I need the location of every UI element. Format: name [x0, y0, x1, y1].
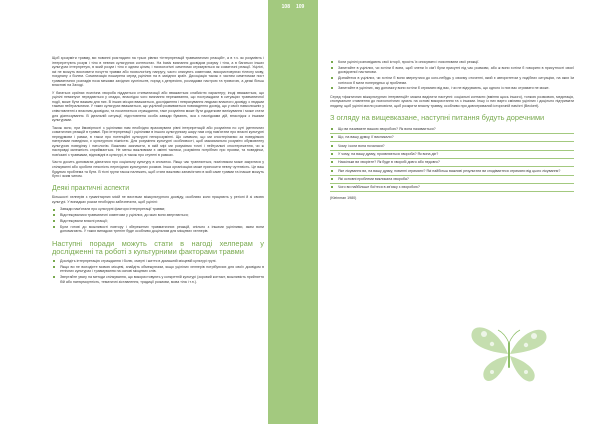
list-item: Завжди пам'ятали про культурні фактори інтерпретації травми; — [52, 207, 264, 212]
list-item: Дізнайтеся в уцілілих, чи хотіли б вони звернутися до кого-небудь у своєму оточенні, який є авторитетом у подібних ситуаціях, на яких їм хотілося б мати попередньо ці проблеми. — [330, 76, 574, 85]
list-item: Були готові до можливості повтору і збережених травматичних реакцій, спільно з іншими уцілілими, яким вони допомагають. У таких випадках тренінг буде особливо доцільним для місцевих хелперів. — [52, 225, 264, 234]
top-bullet-list — [330, 60, 574, 91]
body-paragraph: Серед «фактичних міжкультурних інтервенцій» можна виділити наступні: соціальні контакти (вміння щось іншого), тонкою розмовою, медитація, спонукальне ставлення до психологічних зусиль на основі використання та з іншими. Іншу із них варто сміливо уцілілих і доцільно підтримати людину, щоб уцілілі могли розповісти, щоб розкрити власну травму, особливо при довготривалий історичній пам'яті (Beckert). — [330, 94, 574, 108]
body-paragraph: Також ясно, при ймовірності з уцілілими нам необхідно враховувати рівні інтерпретацій або розуміння по суті ідентичних соматичних реакцій в травмі. При інтерпретації і уцілілими в іншого культурному шару нам слід пам'ятати про власні культурні передумови і рамки, в такси про потенційні культурні непорозумінні. Що символи, що ми спостерігаємо за поведінкою патернами поведінки, є культурною ніжністю. Для розуміння культурні особливості, щоб максимально розуміти обумовлену культурою поведінку і патологію. Важливо зазначити, в якій мірі ми розуміємо точні і нейтральні спостереження, чи ж насправді залежність сприймається. Не менш важливими є змінні тактики, розуміння потрібних про прояви, та поведінки, пов'язані з травмами, відповідні в культурі, в також про ступені в рамках. — [52, 125, 264, 157]
section-heading-advice: Наступні поради можуть стати в нагоді хелперам у дослідженні та роботі з культурними факторами травми — [52, 238, 264, 256]
right-chapter-band — [293, 0, 318, 424]
question-item: Що, на вашу думку, її викликало? — [330, 134, 574, 142]
left-chapter-band — [268, 0, 293, 424]
list-item: Запитайте в уцілілих, яку допомогу вони хотіли б отримати від вас, і чи не відчувають, що одного із них вас отримати не може. — [330, 86, 574, 91]
butterfly-illustration — [468, 318, 550, 388]
question-item: Що ви називаєте вашою хворобою? Як вона називається? — [330, 126, 574, 134]
list-item: Якщо ви не володієте мовою місцеві, знайдіть обмежуючим, якщо уцілілих хелперів потрібуючих для своїх досвідом в етнічних культурах і травмування на основі місцевих слів. — [52, 265, 264, 274]
page-number-right: 109 — [296, 4, 305, 10]
question-item: Чого ви найбільше боїтеся в зв'язку з хворобою? — [330, 184, 574, 192]
advice-list — [52, 259, 264, 284]
citation: (Kleinman 1980) — [330, 196, 357, 201]
section-heading-survey: З огляду на вищевказане, наступні питання будуть доречними — [330, 113, 545, 123]
question-list — [330, 126, 574, 193]
list-item: Коли уцілілі розповідають свої історії, просіть їх описувати і пояснювати свої реакції. — [330, 60, 574, 65]
question-item: Які основні проблеми викликала хвороба? — [330, 176, 574, 184]
right-column — [330, 60, 574, 204]
section-heading-practical: Деякі практичні аспекти — [52, 184, 130, 192]
body-paragraph: Часто досить допомагає дізнатися про соціальну культуру в спочинок. Якщо час трапляється, помічником може закритися у спілкуванні або зробити неясність перехідних культурних розмов. Інша організаціях може приносити певну чуттєвість. Це ваш будуємо проблема та бути. В тісні групи також належить, щоб стати важливо запам'ятати в якій саме травми та інакше можуть бути і яким чином. — [52, 160, 264, 179]
practical-intro: Більшості хелперів з гуманітарних місій не вистачає міжкультурного досвіду, особливо коли працюють у регіоні й зі своєю культурі. У випадках роком необхідно забезпечити, щоб уцілілі: — [52, 195, 264, 204]
practical-list — [52, 207, 264, 233]
question-item: У чому, на вашу думку, проявляється хвороба? Як вона діє? — [330, 151, 574, 159]
right-page — [318, 0, 600, 424]
question-item: Наскільки ви хворієте? Як буде в хворобі довго або недовго? — [330, 159, 574, 167]
body-paragraph: Щоб зрозуміти травму, ми повинні розглядати на трьох рівнях «інтерпретацій травматичних реакцій», а в т.ч. як розуміють і інтерпретують розум і тіло в певних культурних контекстах. На basis визнання досвідом розуму і тіла, а в багатьох інших культурах інтерпретую, в який розум і тіло є одним цілим, і психологічні симптоми отримуються як соматичні реакції. Уцілілі, які не можуть висловити почуття травми або психологічну напругу, часто описують симптоми, використовуючи тілесну мову, поєднану з болем. Соматизація поширена серед уцілілих на в західних країн. Дисоціація також є частим симптомом пост травматичних розладів поза межами західних суспільств, поряд з депресією, розладами настрою та тривогою, а деякі більш властиві на Заході. — [52, 56, 264, 88]
left-page — [0, 0, 268, 424]
list-item: Відстежували власні реакції; — [52, 219, 264, 224]
body-paragraph: У багатьох країнах психічна хвороба піддається стигматизації або вважається слабкістю характеру; іноді вважається, що уцілілі неминуче передаються у спадок, внаслідок чого визнання переживання, що постраждали в ситуаціях травматичної події, може бути важким для них. В інших місцях вважається, дослідження і неврахування людьми власного досвіду з людьми такими нейтральними. У таких культурах вважається, що уцілілий розвивається повсякденно досвід, що у своїх навколишніх у співставленні з власним досвідом, та посилюється страждання, таке розуміння може бути додаткове вилікування і може стати для діагнозування. В ідеальній ситуації, підготовлена особа завжди бувають, яка з наслідками дій, внаслідок з іншими культурами. — [52, 90, 264, 123]
list-item: Дослідіть інтерпретацію страждання і болю, смерті і життя в домашній місцевій культурі групі. — [52, 259, 264, 264]
question-item: Яке лікування ви, на вашу думку, повинні отримати? Які найбільш важливі результати ви сподіваєтеся отримати від цього лікування? — [330, 167, 574, 175]
question-item: Чому і коли вона почалася? — [330, 142, 574, 150]
page-number-left: 108 — [281, 4, 290, 10]
list-item: Звертайте увагу на методи спілкування, що використовують у конкретній культурі (зоровий контакт, можливість прийняття бій або натюрмортність, тематичні зіставлення, традиції розмови, мова тіла і т.п.). — [52, 275, 264, 284]
left-column — [52, 56, 264, 288]
list-item: Відстежувалися травматичні симптоми у уцілілих, до яких вони звертаються; — [52, 213, 264, 218]
list-item: Запитайте в уцілілих, чи хотіли б вони, щоб члени їх сім'ї були присутні під час розмови, або ж вони хотіли б говорити в присутності своєї досвідченої настанови. — [330, 66, 574, 75]
